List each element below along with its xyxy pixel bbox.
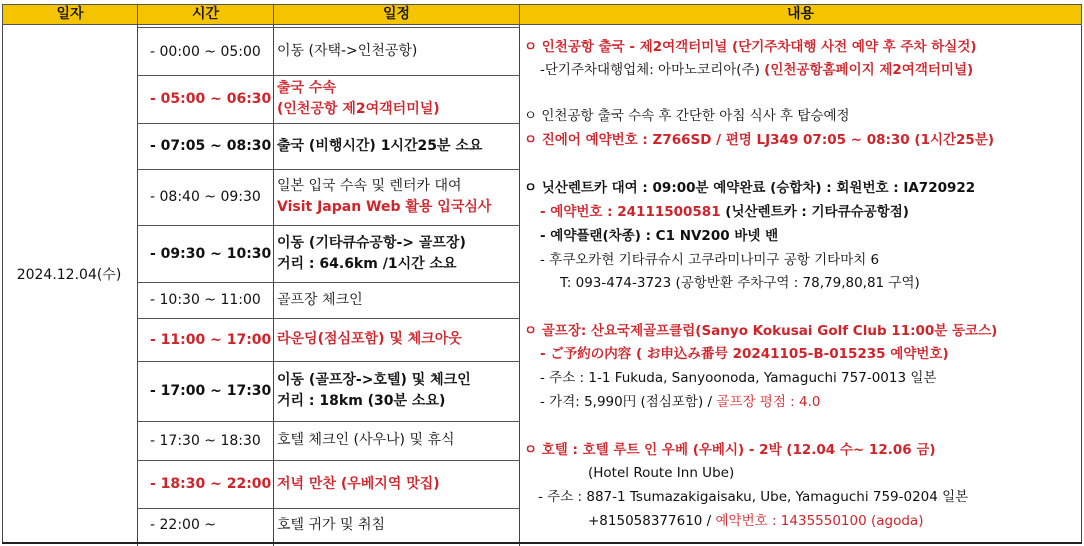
time-cell: - 17:30 ~ 18:30	[150, 432, 261, 449]
content-golf-rating: 골프장 평점 : 4.0	[716, 394, 821, 410]
header-schedule: 일정	[273, 4, 520, 25]
header-date: 일자	[2, 4, 138, 25]
schedule-line: 골프장 체크인	[277, 291, 363, 308]
time-cell: - 00:00 ~ 05:00	[150, 43, 261, 60]
content-hotel-contact	[588, 511, 923, 531]
content-golf-booking: - ご予約の内容 ( お申込み番号 20241105-B-015235 예약번호)	[540, 346, 949, 362]
schedule-line: 이동 (골프장->호텔) 및 체크인	[277, 372, 471, 388]
time-cell: - 05:00 ~ 06:30	[150, 91, 272, 107]
header-time: 시간	[137, 4, 274, 25]
schedule-line: 거리 : 18km (30분 소요)	[277, 393, 446, 409]
content-breakfast: ㅇ 인천공항 출국 수속 후 간단한 아침 식사 후 탑승예정	[524, 108, 850, 124]
content-hotel-phone: +815058377610 /	[588, 513, 716, 529]
time-cell: - 09:30 ~ 10:30	[150, 245, 272, 262]
content-parking-terminal: (인천공항홈페이지 제2여객터미널)	[764, 62, 974, 78]
content-rental-plan: - 예약플랜(차종) : C1 NV200 바넷 밴	[540, 228, 779, 244]
date-cell: 2024.12.04(수)	[16, 267, 122, 283]
schedule-cell	[273, 460, 518, 508]
time-cell: - 11:00 ~ 17:00	[150, 331, 272, 348]
schedule-cell	[273, 282, 518, 318]
content-golf-price-value: - 가격: 5,990円 (점심포함) /	[540, 394, 717, 410]
schedule-line: 저녁 만찬 (우베지역 맛집)	[277, 475, 440, 492]
time-cell: - 07:05 ~ 08:30	[150, 138, 272, 154]
schedule-cell	[273, 75, 518, 123]
content-airport-departure: ㅇ 인천공항 출국 - 제2여객터미널 (단기주차대행 사전 예약 후 주차 하실것)	[524, 39, 977, 55]
schedule-cell	[273, 169, 518, 225]
schedule-line: 이동 (자택->인천공항)	[277, 43, 418, 59]
content-rental-address: - 후쿠오카현 기타큐슈시 고쿠라미나미구 공항 기타마치 6	[540, 252, 880, 268]
grid-bottom	[2, 542, 1082, 544]
grid-right	[1081, 25, 1082, 543]
grid-left	[2, 25, 3, 543]
content-parking-company: -단기주차대행업체: 아마노코리아(주)	[540, 62, 765, 78]
schedule-cell	[273, 225, 518, 282]
time-cell: - 08:40 ~ 09:30	[150, 189, 261, 205]
content-rental-number	[540, 202, 909, 222]
schedule-line: (인천공항 제2여객터미널)	[277, 101, 440, 117]
time-cell: - 22:00 ~	[150, 517, 217, 533]
content-hotel: ㅇ 호텔 : 호텔 루트 인 우베 (우베시) - 2박 (12.04 수~ 12.06 금)	[524, 442, 936, 458]
schedule-line: 출국 (비행시간) 1시간25분 소요	[277, 137, 483, 154]
content-golf-address: - 주소 : 1-1 Fukuda, Sanyoonoda, Yamaguchi 757-0013 일본	[540, 370, 937, 386]
schedule-cell	[273, 508, 518, 542]
content-golf-price	[540, 392, 820, 412]
schedule-line: 호텔 귀가 및 취침	[277, 516, 386, 533]
content-rental: ㅇ 닛산렌트카 대여 : 09:00분 예약완료 (승합차) : 회원번호 : IA720922	[524, 180, 976, 196]
content-rental-phone: T: 093-474-3723 (공항반환 주차구역 : 78,79,80,81 구역)	[560, 275, 920, 291]
content-parking	[540, 60, 973, 80]
content-golf: ㅇ 골프장: 산요국제골프클럽(Sanyo Kokusai Golf Club 11:00분 동코스)	[524, 323, 998, 339]
time-cell: - 18:30 ~ 22:00	[150, 476, 272, 492]
schedule-line: 거리 : 64.6km /1시간 소요	[277, 255, 457, 272]
schedule-line: 일본 입국 수속 및 렌터카 대여	[277, 178, 462, 194]
content-rental-branch: (닛산렌트카 : 기타큐슈공항점)	[725, 204, 909, 220]
schedule-line: 출국 수속	[277, 80, 336, 96]
schedule-cell	[273, 361, 518, 421]
content-hotel-en: (Hotel Route Inn Ube)	[588, 465, 735, 481]
schedule-cell	[273, 123, 518, 169]
content-hotel-address: - 주소 : 887-1 Tsumazakigaisaku, Ube, Yamaguchi 759-0204 일본	[538, 489, 969, 505]
content-flight: ㅇ 진에어 예약번호 : Z766SD / 편명 LJ349 07:05 ~ 08:30 (1시간25분)	[524, 132, 995, 148]
schedule-line: 이동 (기타큐슈공항-> 골프장)	[277, 234, 466, 251]
schedule-cell	[273, 421, 518, 460]
schedule-cell	[273, 318, 518, 361]
time-cell: - 10:30 ~ 11:00	[150, 292, 261, 308]
content-rental-number-value: - 예약번호 : 24111500581	[540, 204, 726, 220]
time-cell: - 17:00 ~ 17:30	[150, 383, 272, 399]
schedule-line: Visit Japan Web 활용 입국심사	[277, 199, 492, 215]
grid-sched-content	[519, 25, 520, 546]
content-hotel-booking: 예약번호 : 1435550100 (agoda)	[715, 513, 924, 529]
schedule-line: 호텔 체크인 (사우나) 및 휴식	[277, 432, 455, 448]
schedule-line: 라운딩(점심포함) 및 체크아웃	[277, 331, 462, 347]
header-content: 내용	[519, 4, 1082, 25]
schedule-cell	[273, 28, 518, 75]
